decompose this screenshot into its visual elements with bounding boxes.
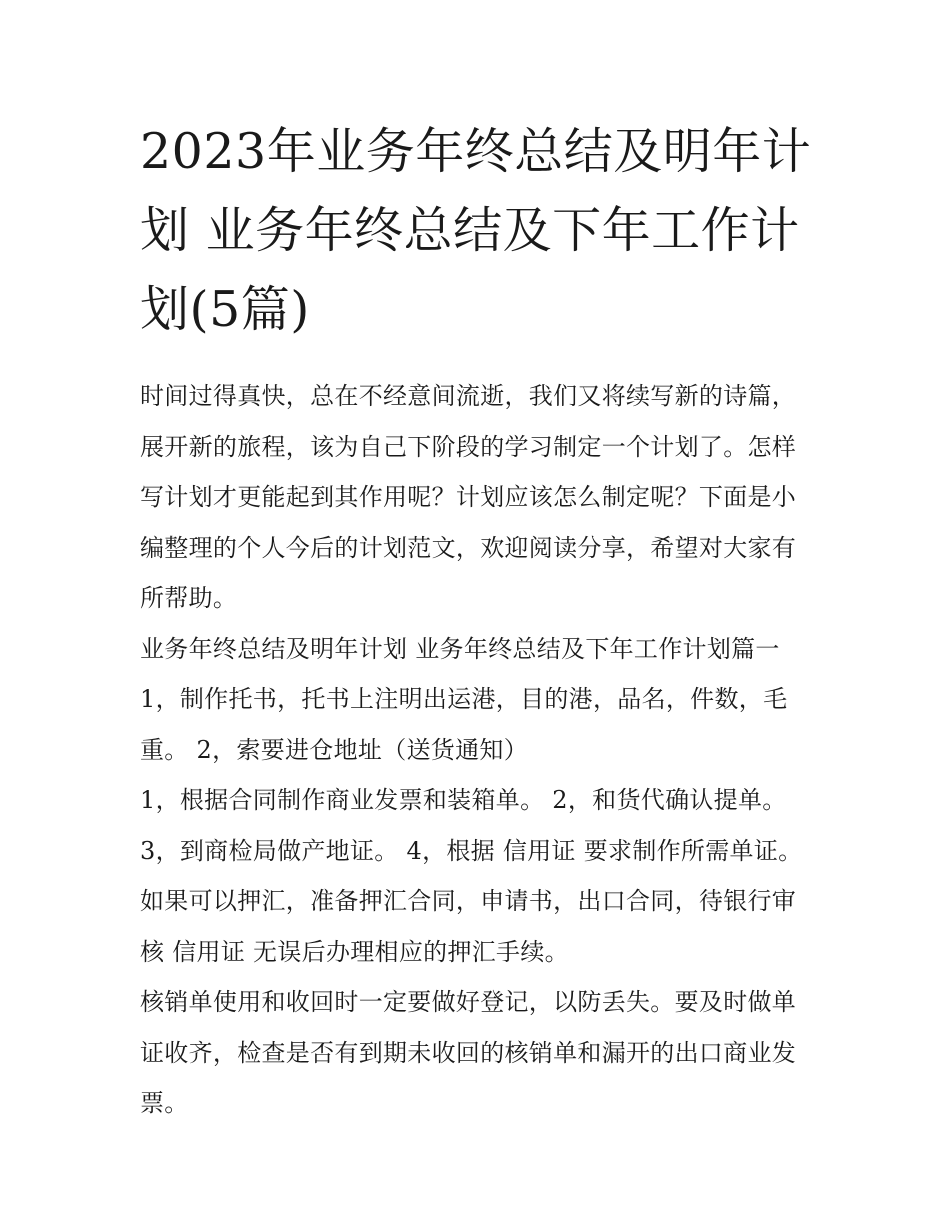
- body-paragraph: 核销单使用和收回时一定要做好登记，以防丢失。要及时做单证收齐，检查是否有到期未收回的核销单和漏开的出口商业发票。: [140, 988, 797, 1117]
- intro-paragraph: 时间过得真快，总在不经意间流逝，我们又将续写新的诗篇，展开新的旅程，该为自己下阶段的学习制定一个计划了。怎样写计划才更能起到其作用呢？计划应该怎么制定呢？下面是小编整理的个人今后的计划范文，欢迎阅读分享，希望对大家有所帮助。: [140, 382, 797, 612]
- document-title: 2023年业务年终总结及明年计划 业务年终总结及下年工作计划(5篇): [140, 123, 812, 338]
- body-paragraph: 1，制作托书，托书上注明出运港，目的港，品名，件数，毛重。 2，索要进仓地址（送货通知）: [140, 685, 788, 764]
- body-paragraph: 3，到商检局做产地证。 4，根据 信用证 要求制作所需单证。如果可以押汇，准备押汇合同，申请书，出口合同，待银行审核 信用证 无误后办理相应的押汇手续。: [140, 836, 803, 966]
- document-page: [140, 112, 820, 1129]
- body-paragraph: 1，根据合同制作商业发票和装箱单。 2，和货代确认提单。: [140, 786, 787, 814]
- section-heading-paragraph: 业务年终总结及明年计划 业务年终总结及下年工作计划篇一: [140, 634, 780, 663]
